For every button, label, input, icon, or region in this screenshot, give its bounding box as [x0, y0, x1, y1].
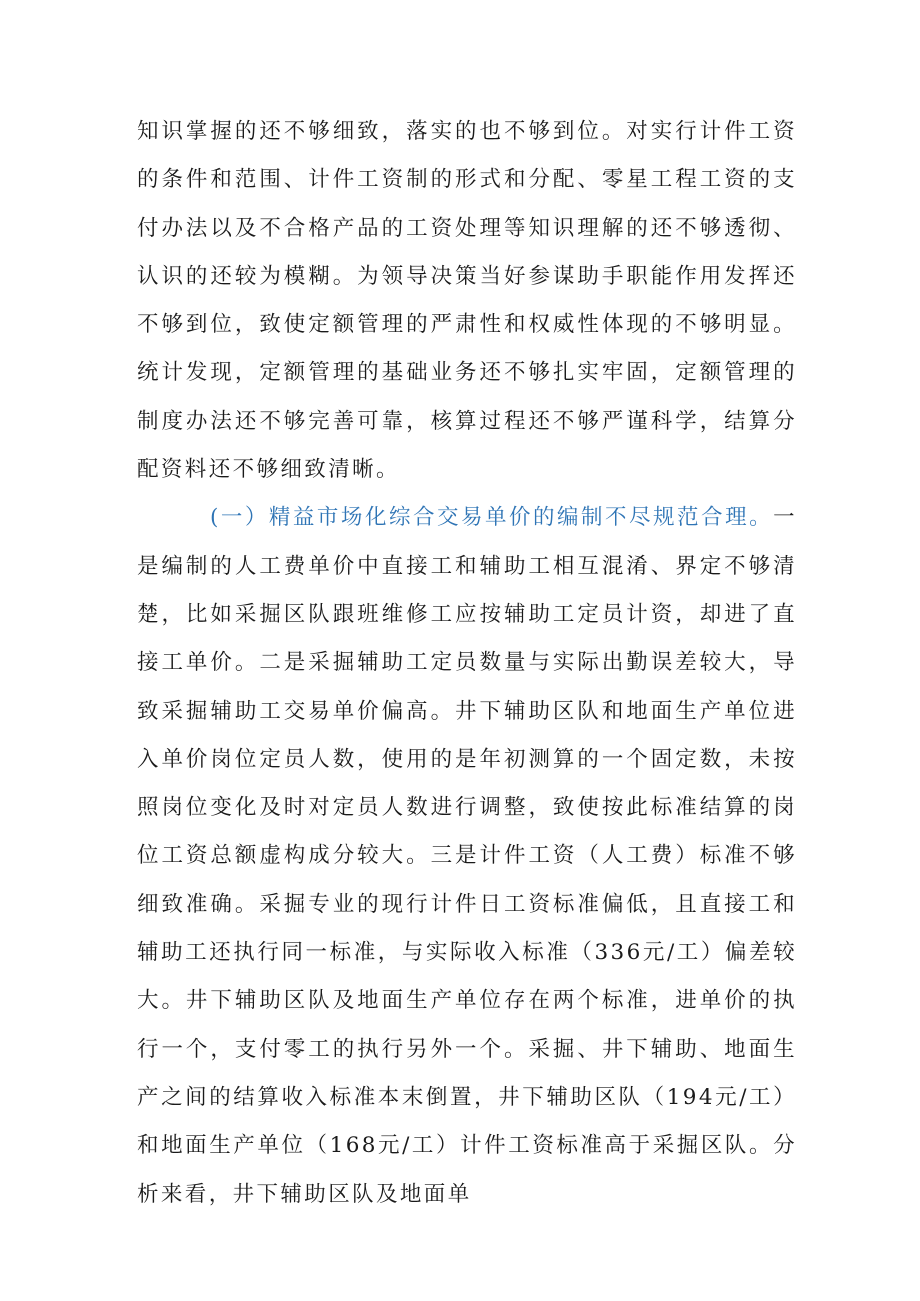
paragraph-1 [137, 108, 797, 494]
paragraph-2-text: 一是编制的人工费单价中直接工和辅助工相互混淆、界定不够清楚，比如采掘区队跟班维修工应按辅助工定员计资，却进了直接工单价。二是采掘辅助工定员数量与实际出勤误差较大，导致采掘辅助工交易单价偏高。井下辅助区队和地面生产单位进入单价岗位定员人数，使用的是年初测算的一个固定数，未按照岗位变化及时对定员人数进行调整，致使按此标准结算的岗位工资总额虚构成分较大。三是计件工资（人工费）标准不够细致准确。采掘专业的现行计件日工资标准偏低，且直接工和辅助工还执行同一标准，与实际收入标准（336元/工）偏差较大。井下辅助区队及地面生产单位存在两个标准，进单价的执行一个，支付零工的执行另外一个。采掘、井下辅助、地面生产之间的结算收入标准本末倒置，井下辅助区队（194元/工）和地面生产单位（168元/工）计件工资标准高于采掘区队。分析来看，井下辅助区队及地面单 [137, 505, 797, 1207]
paragraph-1-text: 知识掌握的还不够细致，落实的也不够到位。对实行计件工资的条件和范围、计件工资制的形式和分配、零星工程工资的支付办法以及不合格产品的工资处理等知识理解的还不够透彻、认识的还较为模糊。为领导决策当好参谋助手职能作用发挥还不够到位，致使定额管理的严肃性和权威性体现的不够明显。统计发现，定额管理的基础业务还不够扎实牢固，定额管理的制度办法还不够完善可靠，核算过程还不够严谨科学，结算分配资料还不够细致清晰。 [137, 119, 797, 483]
document-body [137, 108, 797, 1219]
paragraph-2 [137, 494, 797, 1218]
section-heading: (一）精益市场化综合交易单价的编制不尽规范合理。 [210, 505, 774, 531]
